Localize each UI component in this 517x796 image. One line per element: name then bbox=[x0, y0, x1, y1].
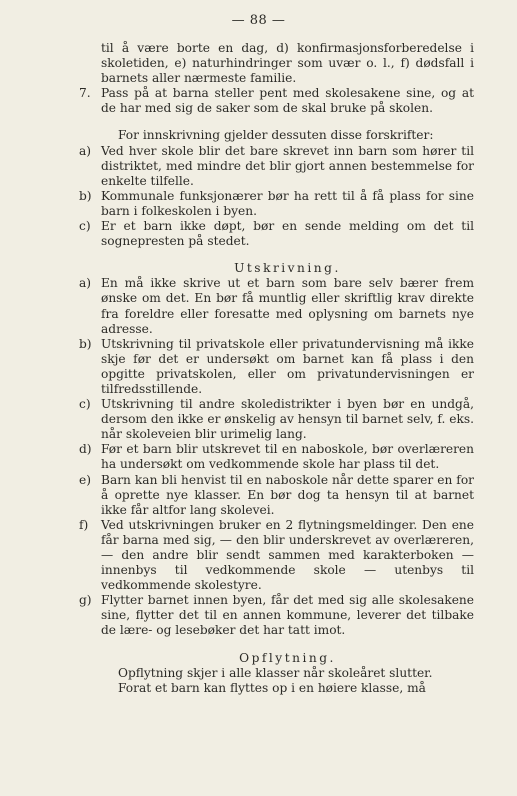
innskrivning-item-b bbox=[79, 189, 474, 219]
page-body bbox=[79, 41, 474, 696]
section-heading-utskrivning: Utskrivning. bbox=[234, 261, 341, 276]
list-marker: e) bbox=[79, 472, 91, 487]
utskrivning-item-b bbox=[79, 337, 474, 397]
list-item-text: Ved hver skole blir det bare skrevet inn barn som hører til distriktet, med mindre det blir gjort annen bestemmelse for enkelte tilfelle. bbox=[101, 143, 474, 188]
list-marker: g) bbox=[79, 593, 92, 608]
innskrivning-item-a bbox=[79, 144, 474, 189]
section-heading-opflytning: Opflytning. bbox=[239, 650, 336, 665]
list-marker: a) bbox=[79, 143, 92, 158]
list-item-text: En må ikke skrive ut et barn som bare selv bærer frem ønske om det. En bør få muntlig eller skriftlig krav direkte fra foreldre eller foresatte med oplysning om barnets nye adresse. bbox=[101, 276, 474, 336]
list-item-text: Pass på at barna steller pent med skolesakene sine, og at de har med sig de saker som de skal bruke på skolen. bbox=[101, 86, 474, 116]
opflytning-paragraph-2: Forat et barn kan flyttes op i en høiere klasse, må bbox=[118, 680, 426, 695]
list-marker: a) bbox=[79, 276, 92, 291]
page-number: — 88 — bbox=[231, 13, 286, 28]
list-item-text: Barn kan bli henvist til en naboskole når dette sparer en for å oprette nye klasser. En bør dog ta hensyn til at barnet ikke får altfor lang skolevei. bbox=[101, 472, 474, 517]
list-item-text: Utskrivning til privatskole eller privatundervisning må ikke skje før det er undersøkt om barnet kan få plass i den opgitte privatskolen, eller om privatundervisningen er tilfredsstillende. bbox=[101, 336, 474, 396]
utskrivning-item-a bbox=[79, 276, 474, 336]
list-item-text: Utskrivning til andre skoledistrikter i byen bør en undgå, dersom den ikke er ønskelig av hensyn til barnet selv, f. eks. når skoleveien blir urimelig lang. bbox=[101, 397, 474, 442]
utskrivning-item-c bbox=[79, 397, 474, 442]
list-item-text: Er et barn ikke døpt, bør en sende melding om det til sognepresten på stedet. bbox=[101, 219, 474, 249]
list-marker: c) bbox=[79, 219, 91, 234]
list-item-text: Ved utskrivningen bruker en 2 flytningsmeldinger. Den ene får barna med sig, — den blir underskrevet av overlæreren, — den andre blir sendt sammen med karakterboken — innenbys til vedkommende skole — utenbys til vedkommende skolestyre. bbox=[101, 517, 474, 593]
opflytning-paragraph-1: Opflytning skjer i alle klasser når skoleåret slutter. bbox=[118, 665, 433, 680]
list-marker: f) bbox=[79, 517, 89, 532]
continuation-paragraph: til å være borte en dag, d) konfirmasjonsforberedelse i skoletiden, e) naturhindringer som uvær o. l., f) dødsfall i barnets aller nærmeste familie. bbox=[101, 41, 474, 86]
list-item-text: Flytter barnet innen byen, får det med sig alle skolesakene sine, flytter det til en annen kommune, leverer det tilbake de lære- og lesebøker det har tatt imot. bbox=[101, 593, 474, 638]
utskrivning-item-f bbox=[79, 518, 474, 593]
utskrivning-item-d bbox=[79, 442, 474, 472]
list-item-text: Kommunale funksjonærer bør ha rett til å få plass for sine barn i folkeskolen i byen. bbox=[101, 188, 474, 218]
innskrivning-item-c bbox=[79, 219, 474, 249]
list-item-7 bbox=[79, 86, 474, 116]
innskrivning-intro: For innskrivning gjelder dessuten disse forskrifter: bbox=[118, 128, 434, 143]
utskrivning-item-e bbox=[79, 473, 474, 518]
utskrivning-item-g bbox=[79, 593, 474, 638]
list-marker: b) bbox=[79, 336, 92, 351]
list-item-text: Før et barn blir utskrevet til en naboskole, bør overlæreren ha undersøkt om vedkommende skole har plass til det. bbox=[101, 442, 474, 472]
list-marker: c) bbox=[79, 397, 91, 412]
list-marker: b) bbox=[79, 188, 92, 203]
list-marker: 7. bbox=[79, 86, 91, 101]
list-marker: d) bbox=[79, 442, 92, 457]
